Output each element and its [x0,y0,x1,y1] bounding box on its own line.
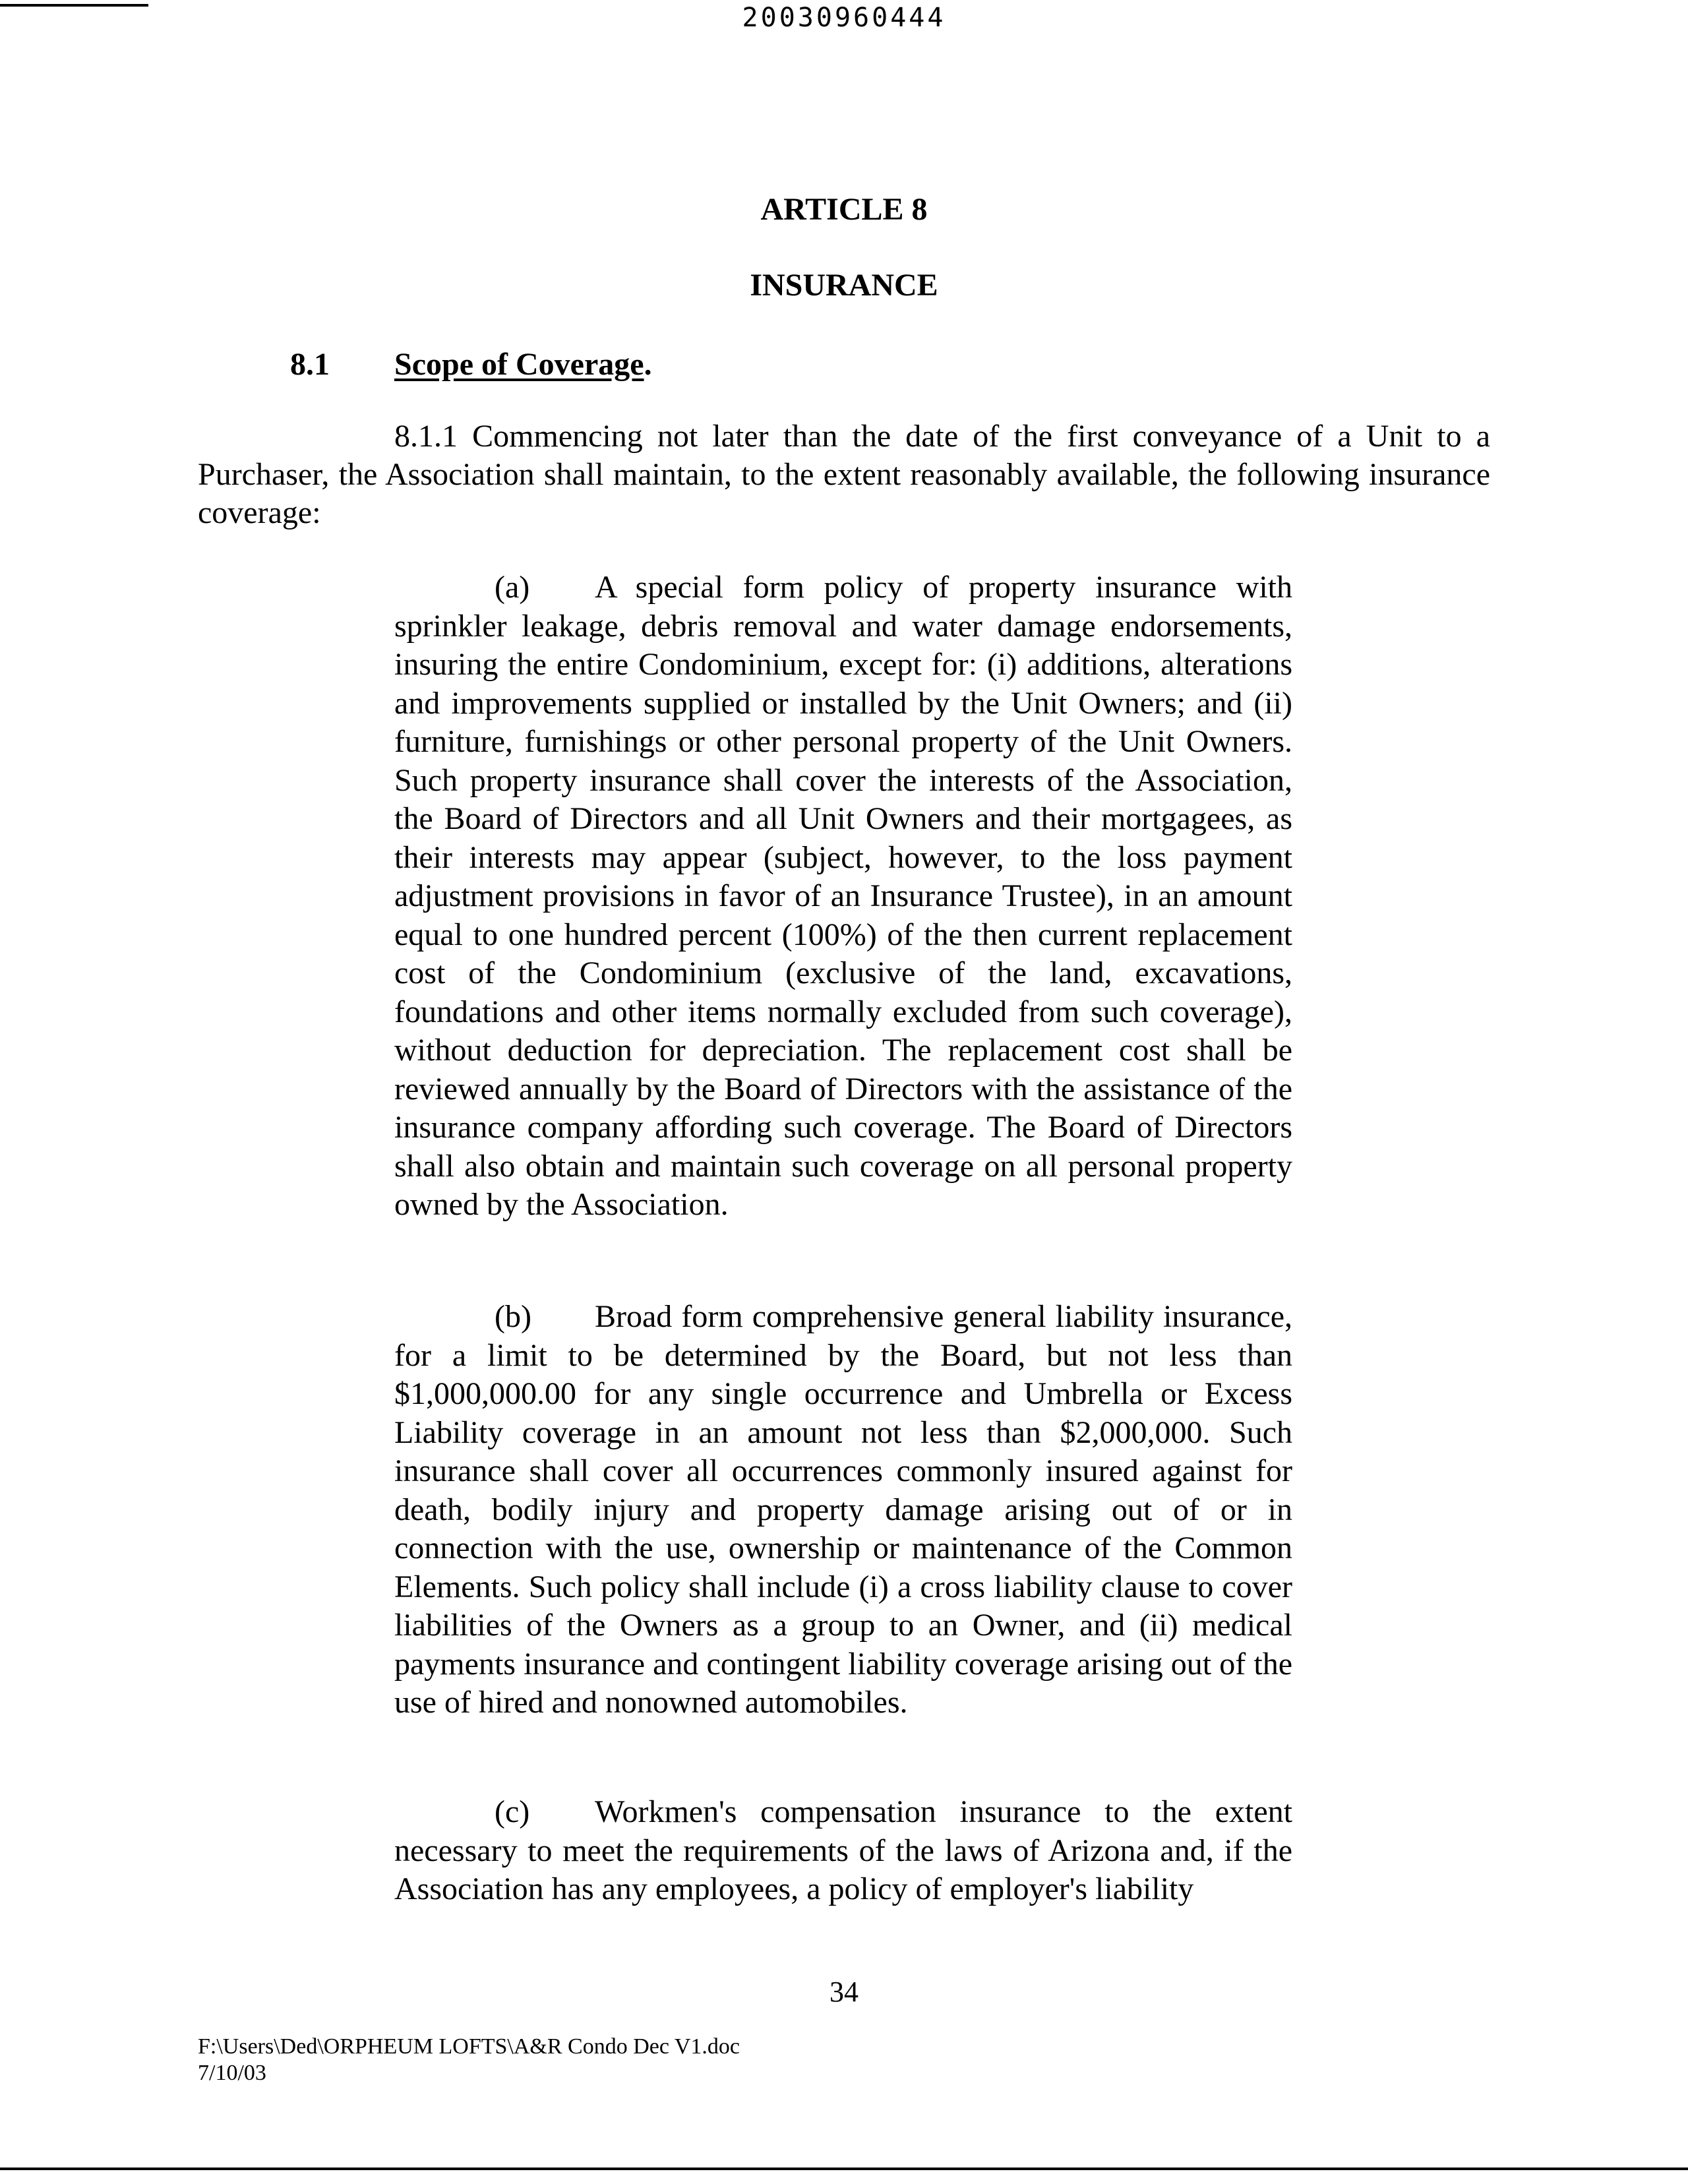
item-text: A special form policy of property insurance with sprinkler leakage, debris removal and water damage endorsements, insuring the entire Condominium, except for: (i) additions, alterations and improvements supplied or installed by the Unit Owners; and (ii) furniture, furnishings or other personal property of the Unit Owners. Such property insurance shall cover the interests of the Association, the Board of Directors and all Unit Owners and their mortgagees, as their interests may appear (subject, however, to the loss payment adjustment provisions in favor of an Insurance Trustee), in an amount equal to one hundred percent (100%) of the then current replacement cost of the Condominium (exclusive of the land, excavations, foundations and other items normally excluded from such coverage), without deduction for depreciation. The replacement cost shall be reviewed annually by the Board of Directors with the assistance of the insurance company affording such coverage. The Board of Directors shall also obtain and maintain such coverage on all personal property owned by the Association. [394,570,1292,1222]
item-label: (c) [495,1794,530,1829]
document-number: 20030960444 [742,3,946,33]
subsection-text: Commencing not later than the date of the first conveyance of a Unit to a Purchaser, the Association shall maintain, to the extent reasonably available, the following insurance coverage: [198,419,1490,530]
section-number: 8.1 [290,347,330,382]
footer-date: 7/10/03 [198,2061,266,2085]
item-b [394,1298,1292,1722]
section-title-suffix: . [644,347,652,382]
footer-file-path: F:\Users\Ded\ORPHEUM LOFTS\A&R Condo Dec V1.doc [198,2034,740,2059]
item-text: Workmen's compensation insurance to the extent necessary to meet the requirements of the laws of Arizona and, if the Association has any employees, a policy of employer's liability [394,1794,1292,1906]
item-label: (a) [495,570,530,605]
subsection-number: 8.1.1 [394,419,458,454]
bottom-rule [0,2168,1688,2170]
article-title: ARTICLE 8 [760,192,928,227]
item-text: Broad form comprehensive general liability insurance, for a limit to be determined by the Board, but not less than $1,000,000.00 for any single occurrence and Umbrella or Excess Liability coverage in an amount not less than $2,000,000. Such insurance shall cover all occurrences commonly insured against for death, bodily injury and property damage arising out of or in connection with the use, ownership or maintenance of the Common Elements. Such policy shall include (i) a cross liability clause to cover liabilities of the Owners as a group to an Owner, and (ii) medical payments insurance and contingent liability coverage arising out of the use of hired and nonowned automobiles. [394,1299,1292,1720]
section-title [394,346,652,382]
item-a [394,568,1292,1225]
item-c [394,1793,1292,1909]
section-title-text: Scope of Coverage [394,347,644,382]
subsection-8-1-1 [198,417,1490,532]
page-number: 34 [829,1976,859,2008]
article-subtitle: INSURANCE [750,268,938,303]
item-label: (b) [495,1299,531,1334]
